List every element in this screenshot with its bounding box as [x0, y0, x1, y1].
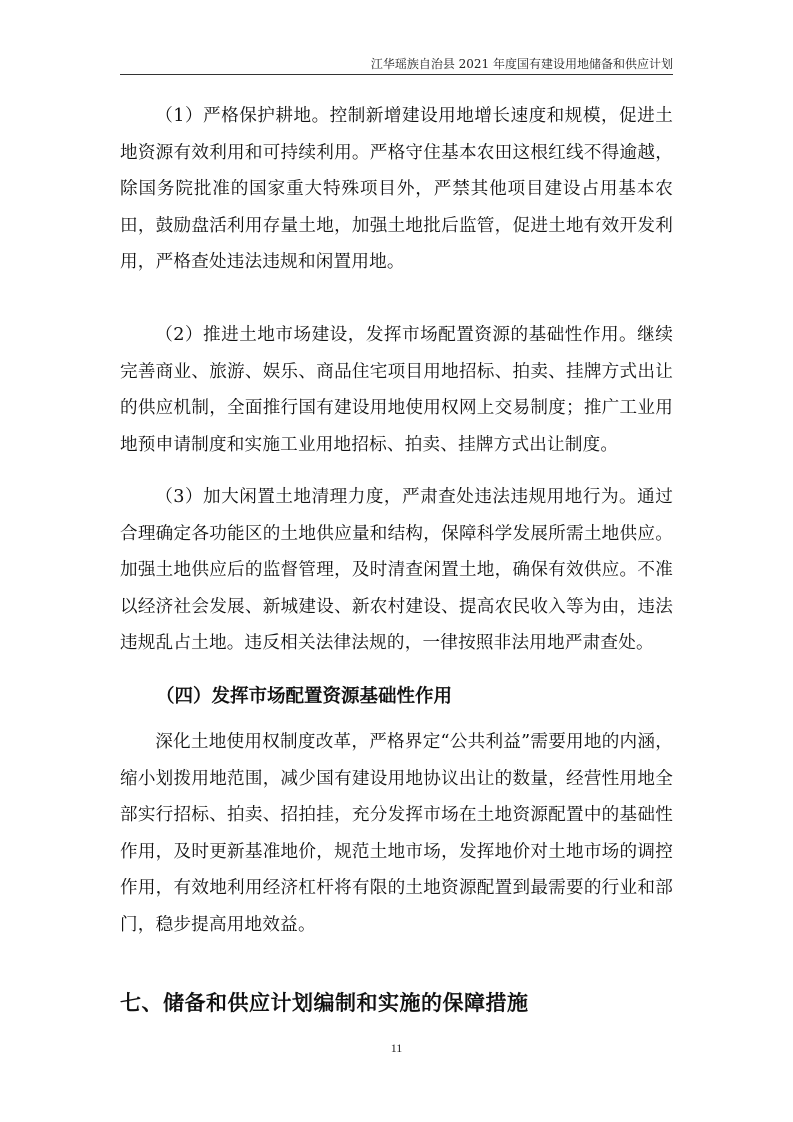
running-header: 江华瑶族自治县 2021 年度国有建设用地储备和供应计划 — [370, 57, 673, 71]
header-divider — [120, 74, 673, 75]
page-number: 11 — [390, 1041, 403, 1055]
paragraph-land-market: （2）推进土地市场建设，发挥市场配置资源的基础性作用。继续完善商业、旅游、娱乐、商品住宅项目用地招标、拍卖、挂牌方式出让的供应机制，全面推行国有建设用地使用权网上交易制度；推广工业用地预申请制度和实施工业用地招标、拍卖、挂牌方式出让制度。 — [120, 325, 673, 455]
paragraph-protect-farmland: （1）严格保护耕地。控制新增建设用地增长速度和规模，促进土地资源有效利用和可持续利用。严格守住基本农田这根红线不得逾越，除国务院批准的国家重大特殊项目外，严禁其他项目建设占用基本农田，鼓励盘活利用存量土地，加强土地批后监管，促进土地有效开发利用，严格查处违法违规和闲置用地。 — [120, 106, 673, 272]
section-heading: 七、储备和供应计划编制和实施的保障措施 — [120, 991, 529, 1015]
paragraph-land-reform: 深化土地使用权制度改革，严格界定“公共利益”需要用地的内涵，缩小划拨用地范围，减少国有建设用地协议出让的数量，经营性用地全部实行招标、拍卖、招拍挂，充分发挥市场在土地资源配置中的基础性作用，及时更新基准地价，规范土地市场，发挥地价对土地市场的调控作用，有效地利用经济杠杆将有限的土地资源配置到最需要的行业和部门，稳步提高用地效益。 — [120, 732, 673, 935]
paragraph-idle-land: （3）加大闲置土地清理力度，严肃查处违法违规用地行为。通过合理确定各功能区的土地供应量和结构，保障科学发展所需土地供应。加强土地供应后的监督管理，及时清查闲置土地，确保有效供应。不准以经济社会发展、新城建设、新农村建设、提高农民收入等为由，违法违规乱占土地。违反相关法律法规的，一律按照非法用地严肃查处。 — [120, 487, 673, 653]
subheading-market-allocation: （四）发挥市场配置资源基础性作用 — [156, 686, 453, 707]
